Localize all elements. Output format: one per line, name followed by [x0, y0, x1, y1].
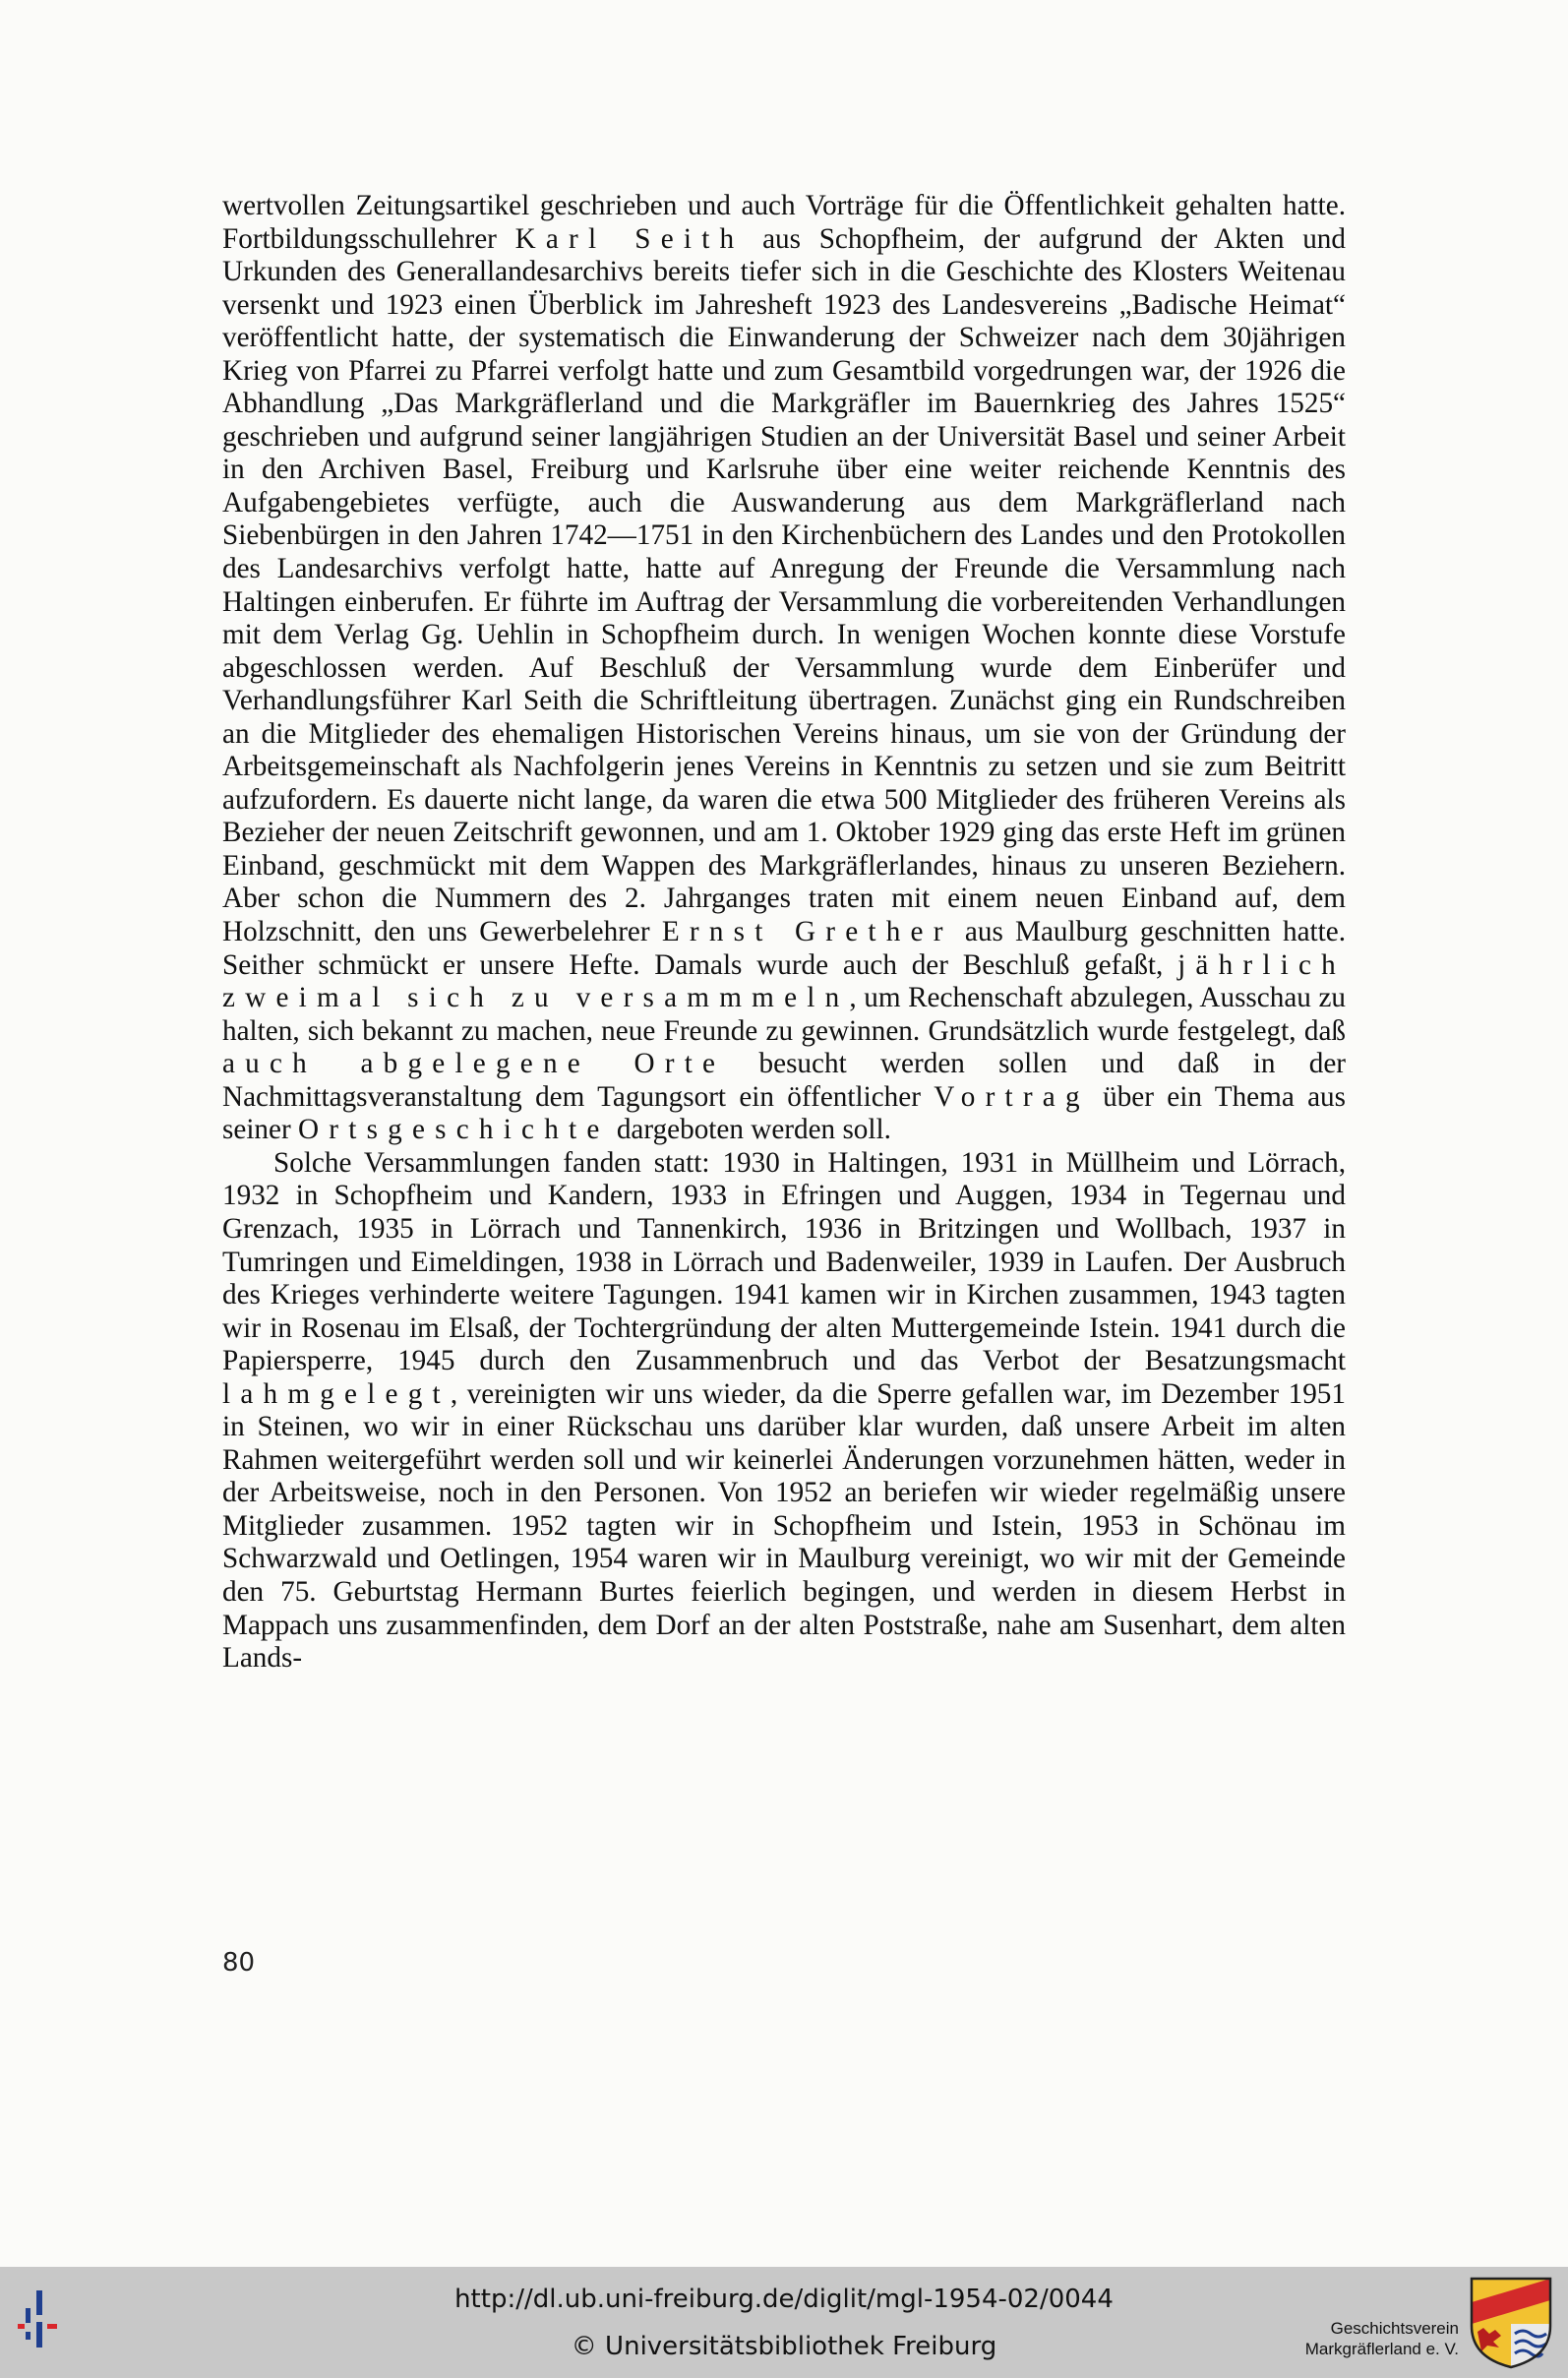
spaced-emphasis: lahmgelegt: [222, 1377, 451, 1410]
text-run: wertvollen Zeitungsartikel geschrieben und auch Vorträge für die Öffentlichkeit gehalten hatte. Fortbildungsschullehrer: [222, 190, 1346, 255]
spaced-emphasis: auch abgelegene Orte: [222, 1048, 726, 1080]
page-number: 80: [222, 1948, 256, 1978]
coat-of-arms-icon: [1470, 2277, 1552, 2369]
text-run: , um Rechenschaft abzulegen, Ausschau zu halten, sich bekannt zu machen, neue Freunde zu gewinnen. Grundsätzlich wurde festgelegt, daß: [222, 982, 1346, 1047]
text-run: aus Maulburg geschnitten hatte. Seither schmückt er unsere Hefte. Damals wurde auch der Beschluß gefaßt,: [222, 916, 1347, 981]
spaced-emphasis: Ortsgeschichte: [298, 1114, 610, 1146]
text-run: Solche Versammlungen fanden statt: 1930 in Haltingen, 1931 in Müllheim und Lörrach, 1932 in Schopfheim und Kandern, 1933 in Efringen und Auggen, 1934 in Tegernau und Grenzach, 1935 in Lörrach und Tannenkirch, 1936 in Britzingen und Wollbach, 1937 in Tumringen und Eimeldingen, 1938 in Lörrach und Badenweiler, 1939 in Laufen. Der Ausbruch des Krieges verhinderte weitere Tagungen. 1941 kamen wir in Kirchen zusammen, 1943 tagten wir in Rosenau im Elsaß, der Tochtergründung der alten Muttergemeinde Istein. 1941 durch die Papiersperre, 1945 durch den Zusammenbruch und das Verbot der Besatzungsmacht: [222, 1146, 1346, 1377]
society-name-line: Markgräflerland e. V.: [1304, 2340, 1459, 2358]
text-run: dargeboten werden soll.: [609, 1114, 891, 1146]
text-run: über ein Thema aus seiner: [222, 1080, 1347, 1146]
spaced-emphasis: Vortrag: [934, 1080, 1090, 1113]
document-url[interactable]: http://dl.ub.uni-freiburg.de/diglit/mgl-1954-02/0044: [454, 2285, 1114, 2314]
copyright-notice: © Universitätsbibliothek Freiburg: [571, 2332, 997, 2361]
body-text: [222, 190, 1346, 1676]
text-run: , vereinigten wir uns wieder, da die Sperre gefallen war, im Dezember 1951 in Steinen, wo wir in einer Rückschau uns darüber klar wurden, daß unsere Arbeit im alten Rahmen weitergeführt werden soll und wir keinerlei Änderungen vorzunehmen hätten, weder in der Arbeitsweise, noch in den Personen. Von 1952 an beriefen wir wieder regelmäßig unsere Mitglieder zusammen. 1952 tagten wir in Schopfheim und Istein, 1953 in Schönau im Schwarzwald und Oetlingen, 1954 waren wir in Maulburg vereinigt, wo wir mit der Gemeinde den 75. Geburtstag Hermann Burtes feierlich begingen, und werden in diesem Herbst in Mappach uns zusammenfinden, dem Dorf an der alten Poststraße, nahe am Susenhart, dem alten Lands-: [222, 1377, 1346, 1675]
spaced-emphasis: Ernst Grether: [661, 916, 953, 948]
society-name: [1262, 2318, 1459, 2359]
spaced-emphasis: jährlich zweimal sich zu versammmeln: [222, 948, 1346, 1014]
spaced-emphasis: Karl Seith: [514, 222, 745, 255]
text-run: besucht werden sollen und daß in der Nachmittagsveranstaltung dem Tagungsort ein öffentlicher: [222, 1048, 1346, 1113]
society-name-line: Geschichtsverein: [1330, 2319, 1459, 2338]
paragraph: [222, 190, 1346, 1147]
paragraph: [222, 1147, 1346, 1676]
text-run: aus Schopfheim, der aufgrund der Akten und Urkunden des Generallandesarchivs bereits tiefer sich in die Geschichte des Klosters Weitenau versenkt und 1923 einen Überblick im Jahresheft 1923 des Landesvereins „Badische Heimat“ veröffentlicht hatte, der systematisch die Einwanderung der Schweizer nach dem 30jährigen Krieg von Pfarrei zu Pfarrei verfolgt hatte und zum Gesamtbild vorgedrungen war, der 1926 die Abhandlung „Das Markgräflerland und die Markgräfler im Bauernkrieg des Jahres 1525“ geschrieben und aufgrund seiner langjährigen Studien an der Universität Basel und seiner Arbeit in den Archiven Basel, Freiburg und Karlsruhe über eine weiter reichende Kenntnis des Aufgabengebietes verfügte, auch die Auswanderung aus dem Markgräflerland nach Siebenbürgen in den Jahren 1742—1751 in den Kirchenbüchern des Landes und den Protokollen des Landesarchivs verfolgt hatte, hatte auf Anregung der Freunde die Versammlung nach Haltingen einberufen. Er führte im Auftrag der Versammlung die vorbereitenden Verhandlungen mit dem Verlag Gg. Uehlin in Schopfheim durch. In wenigen Wochen konnte diese Vorstufe abgeschlossen werden. Auf Beschluß der Versammlung wurde dem Einberüfer und Verhandlungsführer Karl Seith die Schriftleitung übertragen. Zunächst ging ein Rundschreiben an die Mitglieder des ehemaligen Historischen Vereins hinaus, um sie von der Gründung der Arbeitsgemeinschaft als Nachfolgerin jenes Vereins in Kenntnis zu setzen und sie zum Beitritt aufzufordern. Es dauerte nicht lange, da waren die etwa 500 Mitglieder des früheren Vereins als Bezieher der neuen Zeitschrift gewonnen, und am 1. Oktober 1929 ging das erste Heft im grünen Einband, geschmückt mit dem Wappen des Markgräflerlandes, hinaus zu unseren Beziehern. Aber schon die Nummern des 2. Jahrganges traten mit einem neuen Einband auf, dem Holzschnitt, den uns Gewerbelehrer: [222, 222, 1346, 948]
footer-bar: [0, 2267, 1568, 2378]
